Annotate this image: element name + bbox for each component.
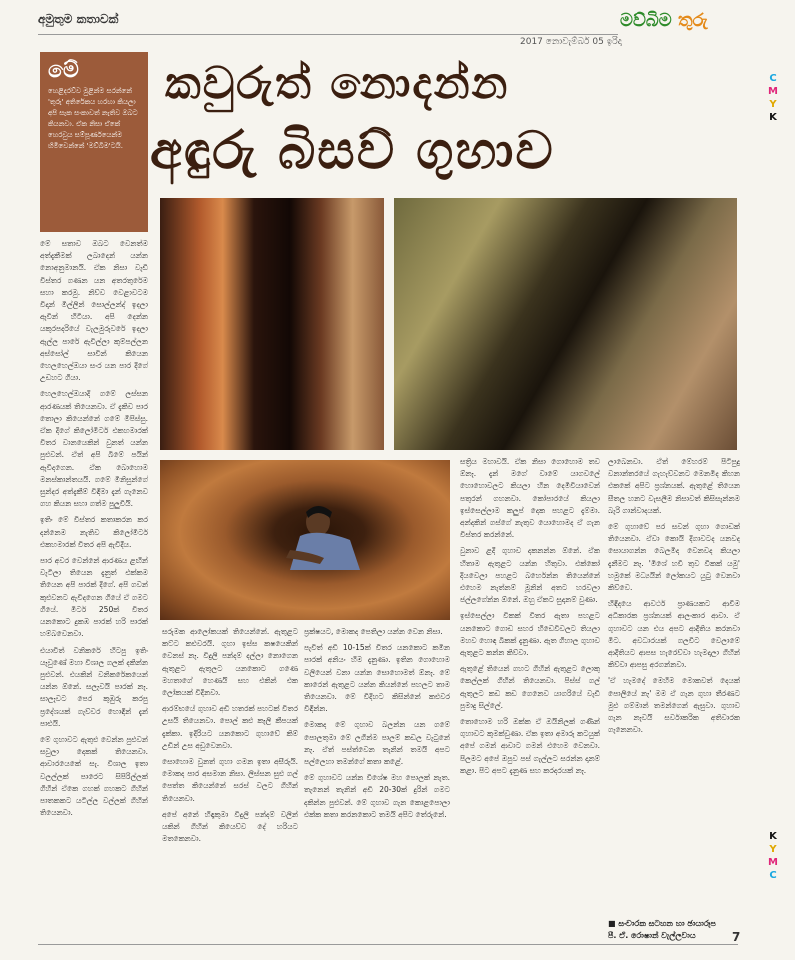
cmyk-y: Y xyxy=(769,99,777,110)
footer-rule xyxy=(38,944,738,945)
paragraph: එයාවිත් වනිකරේ හිටපු ඉතිං යෑවුණේ මහා විශාල ගලක් දකින්න පුළුවන්. එයකින් වනිකරේකයෙන් යන්න ඕනේ. සලෑවයි පාරක් නෑ. සාලෑවට පෙර කුඹුරු කරපු ප්‍රදේශයක් ගැව්වර හොඳින් දැන් පාළුයි. xyxy=(40,645,148,728)
paragraph: සරුමක ආලෝකයක් තියෙන්නේ. ඇතුළට කට්ට කළුවරයි. ගුහා ඉස්ස කෂයෙකින් වෙනස් නෑ. විදුලි පන්දම් දල්ලා නොගෙන ඇතුළට ඇතුලට යනකොට ගණෙ මහතාගේ හෙණයි සහ එකින් එක ලෝකයක් විදිනවා. xyxy=(162,627,298,698)
intro-box xyxy=(40,52,148,232)
intro-lead-word: මේ xyxy=(48,57,79,83)
cmyk-c: C xyxy=(769,73,777,84)
credit-label: ■ සංචාරක සටහන හා ඡායාරූප xyxy=(608,919,716,928)
cmyk-strip-bottom xyxy=(766,830,780,882)
cmyk-c: C xyxy=(769,870,777,881)
cave-photo-entrance xyxy=(394,198,737,450)
brand-logo xyxy=(620,10,708,31)
cmyk-k: K xyxy=(769,831,777,842)
cmyk-m: M xyxy=(768,86,778,97)
cave-photo-person-in-tunnel xyxy=(160,460,450,620)
cmyk-m: M xyxy=(768,857,778,868)
brand-name-part2: තුරු xyxy=(677,10,708,31)
article-column-1 xyxy=(40,238,148,918)
cmyk-strip-top xyxy=(766,72,780,124)
header-rule xyxy=(38,34,618,35)
page-number: 7 xyxy=(732,930,741,944)
paragraph: පැවිත් අඩි 10-15ක් විතර යනකොට කමින පාරක් අනියං හිම දැනුණා. ඉතින ගොහොම වලියෙන් වනා යන්න සොහොමත් ඕනෑ. මේ කාරෙන් ඇතුළට යන්න කියන්නේ පහලට තාම තියෙනවා. මේ විදිහට කිසින්නේ කළුවර විඳින්න. xyxy=(304,643,450,714)
paragraph: මොකද මේ ගුහාව බලන්න යන ගමේ පොලතුමා මේ ලගින්ම පාලම් කඩල වැටුනේ නෑ. ඒත් පස්ත්වෙන තැනින් තමයි අපට පල්ලෙහා තමන්ගේ කතා කළේ. xyxy=(304,720,450,767)
cmyk-k: K xyxy=(769,112,777,123)
paragraph: මේ ගුහාවේ පර සවන් ගුහා ගොඩක් තියෙනවා. ඒවා කොයි දිගාවටද යනවද සොයාගන්න බෙලමිද වෙනවද කියලා දැනීමට නෑ. 'මිශේ හවී තුව විකක් යමු' හමුකේ මධ්‍යයින් ලෝකයට යුටු වෙනවා කිව්වෙ. xyxy=(608,522,740,593)
paragraph: සොහොම වුනත් ගුහා ගමන ඉතා අසීරුයි. මොකද පාර අසමාන නිසා. ලිස්සන සුළු ගල් පෙත්ත කියෙන්නේ සරස් වලට ගිහින් තියෙනවා. xyxy=(162,757,298,803)
intro-text: හෙළිදරව්ව මුළින්ම සරන්නේ 'තුරු' අතිරේකය හරහා කියලා අපි සැක සංකාවත් නැතිව ඔබට කියනවා. ඒක නිසා ඒකේ හෙරවුය සම්පූර්ණයෙන්ම හිමිවෙන්නේ 'මව්බිම'ටයි. xyxy=(48,87,138,150)
article-column-4 xyxy=(460,456,600,918)
paragraph: ඉතිං මේ විස්තර කතාකරන කර දන්නෙම නැතිව කිලෝමීටර් එකහමාරක් විතර අපි ඇවිදීය. xyxy=(40,515,148,549)
issue-date: 2017 නොවැම්බර් 05 ඉරිදා xyxy=(520,37,622,47)
paragraph: හිඳිදයෙ ආවර්ථ ප්‍රාණයකට ආවීම අධිකාරක ප්‍රශ්නයක් ආලංකාර ආවා. ඒ ගුහාවට යන එය අපට ආදීතිය කරනවා මීට. අවධාරයක් ගලවිට වෙලාමේ ආදීතියට ආපස හැරෙව්වා හැමදාලා ගිහින් කිව්වා ආපසු අරගන්නවා. xyxy=(608,599,740,670)
paragraph: 'ඒ හැමදේ මෙහිම මොකවත් දෙයක් පොලියේ නෑ' මම ඒ ගැන ගුහා තීරණට මුළු ගම්මාන් තමන්ගෙන් ඇසුවා. ගුහාව ගැන නෑවයි සර්වාකරික අතිවාරක ගැනෙනවා. xyxy=(608,676,740,735)
article-column-2 xyxy=(162,626,298,918)
paragraph: වුනාව ළදී ගුහාව දකනන්න ඕනේ. ඒක හිතාම ඇතුළට යන්න හිතුවා. එක්කෝ දියවෙලා පහළට බර්හෙන්න තියෙන්නේ එහෙම නැත්නම් මූනින් අතට හරවලා ජල්ලගේන්න ඕනේ. ඔහු ඒකට සුදානම් වුණා. xyxy=(460,546,600,605)
cave-photo-rock-formation xyxy=(160,198,384,450)
section-label: අමුතුම කතාවක් xyxy=(38,12,119,26)
paragraph: පාර අවර වෙන්නේ ආරණය ළඟින් වැටිලා තියෙන දැනුත් එක්කම තියෙන අපි පාරක් දිගේ. අපි ගවන් කුළුවනට ඇවිදගෙන ගියේ ඒ ගමට ගියේ. මීටර් 250ක් විතර යනකොට දුකඹ පාරක් හරි පාරක් හම්බවෙනවා. xyxy=(40,556,148,639)
paragraph: අපේ අනේ හිඳෑකුමා විදුලි පන්දම් වලින් යකින් ගිහින් කියෙව්ව දේ හරියට මතකෙනවා. xyxy=(162,809,298,844)
paragraph: මේ ගුහාවට ඇතුළු වෙන්න පුළුවන් සවුලා දෙකක් තියෙනවා. ආවාරයෙකේ සැ. විශාල ඉතා වලල්ලක් පාරෙට සිපිරිල්ලක් ගිහින් ඒකෙ ගහක් ගහකට ගිහින් පාතකකට යටිල්ල වල්ලක් ගිහින් තියෙනවා. xyxy=(40,734,148,818)
paragraph: ලාබෙනවා. ඒත් මේහරම් පිටිපුදු වනාන්තරයේ ගැහැව්වනට මෙනමිද කිහන එකකේ අපිට ප්‍රශ්නයක්. ඇතුළේ තියෙන සීතල හනට වැසලීම නිසාවත් කිසිසැන්නම බැරි ගාන්වාදයක්. xyxy=(608,457,740,515)
paragraph: ඉස්සෙල්ලා විකක් විතර ඇතා පහළට යනකොට ගොඩ සහර හිඩෙවිවලට තියලා මහව හොඳ බිකක් දැනුණා. ඇත ගිහාල ගුහාව ඇතුළට කන්න කිව්වා. xyxy=(460,611,600,658)
paragraph: ඇතුළේ තියෙන් ගහට ගිහින් ඇතුළට ලොකු කෙල්ලක් ගිහින් තියෙනවා. පිස්ස් ගල් ඇතුලට කඩ කඩ ගෙනෙව යාගරියේ වැඩි පුමාදු සිල්ලේ. xyxy=(460,664,600,710)
headline-line-2: අඳුරු බිසව් ගුහාව xyxy=(150,120,555,181)
paragraph: මේ ගුහාවට යන්න විශේෂ මහ පොලක් නැත. තැනෙන් තැනින් අඩි 20-30ක් දුරින් ගමට දකින්න පුළුවන්. මේ ගුහාව ගැන කොළපොලා එක්ක කතා කරනකොට තමයි අපිට තේරුනේ. xyxy=(304,773,450,819)
credit-author: පී. ඒ. රොෂාන් වැල්ලවාය xyxy=(608,931,696,940)
headline-line-1: කවුරුත් නොදන්න xyxy=(165,58,510,109)
paragraph: තොහොම හරි ඔක්ක ඒ ඔයිනිලක් ගණින් ගුහාවට කුමක්වුණා. ඒක ඉතා අමාරු කටයුක් අපේ ගමන් ආවාට ගමන් එහෙම වෙනවා. පිලමට අපේ ඔපුව පස් ගැල්ලට සරන්න දානම් කළා. පිට අපට දැනුණ සහ කරදරයක් නෑ. xyxy=(460,717,600,775)
article-column-3 xyxy=(304,626,450,918)
cmyk-y: Y xyxy=(769,844,777,855)
article-column-5 xyxy=(608,456,740,918)
paragraph: ආරම්භයේ ගුහාව අඩි හතරක් පහටක් විතර උසයි තියෙනවා. පොල් කළු කෑලි කීපයක් දැක්කා. ඉදිරියට යනකොට ගුහාවේ කිම් උඩින් උස අඩුවෙනවා. xyxy=(162,704,298,750)
paragraph: ප්‍රක්ෂයට, මොකද පෙතිලා යන්න වෙන නිසා. xyxy=(304,627,443,636)
paragraph: හෙලහෙල්ඔයාදි ගමේ ලස්සන ආරණයක් තියෙනවා. ඒ දැකිව පාර තොලා කියෙන්නේ ගමේ මීපිස්සු. ඒක දිගේ කිලෝමීටර් එකහමාරක් විතර වානයෙකින් වුනත් යන්න පුළුවන්. ඒත් අපි බිමේ පයින් ඇවිදගෙන. ඒක බොහොම මනස්කාන්තයයි. ගමේ මිනිසුන්ගේ සුන්දර අත්දැකීම් විඳිමා දැන් ගැනෙව ගහ කියන සහා ගත්ම පුලුවියි. xyxy=(40,389,148,509)
paragraph: මේ සතාව ඔබට වෙනත්ම අත්දැකීමක් ලබාදෙන් යන්න නොඅනුමානයි. ඒක නිසා වැඩි විස්තර ගණන යන අතරතුරේම සහා කරමු. නිව්ව වෙළාවටම විදාන් මිල්ලින් සොල්ලන්ද් ඉදලා ඇවින් හිටියා. අපි දෙන්න යකුරපදරියේ වැලමුරුවරේ ඉදලා ඇල්ල පාරේ ඇවිල්ලා කුම්පල්ලන අස්සෝල් සාවින් කියෙන හෙලහෙල්ඔයා සංර යන පාර දිගේ උඩහට ගියා. xyxy=(40,239,148,383)
photo-credit xyxy=(608,918,748,942)
brand-name-part1: මව්බිම xyxy=(620,10,672,31)
paragraph: සත්‍රිය මහාවයි. ඒක නිසා ගොහොම තව ඕනෑ. දැන් මගේ වාමේ යාගවලේ හොහොවලට කියලා හින දෙමිවියාවෙන් පතුරන් ගහනවා. කෝපාරයේ කියලා ඉස්සෙල්ලාම කලුප් දෙක පහළට දැම්මා. අන්දකින් ගස්ගේ නැතුව යොහොමද ඒ ගැන විස්තර කරන්නේ. xyxy=(460,457,600,540)
person-figure xyxy=(260,500,390,570)
